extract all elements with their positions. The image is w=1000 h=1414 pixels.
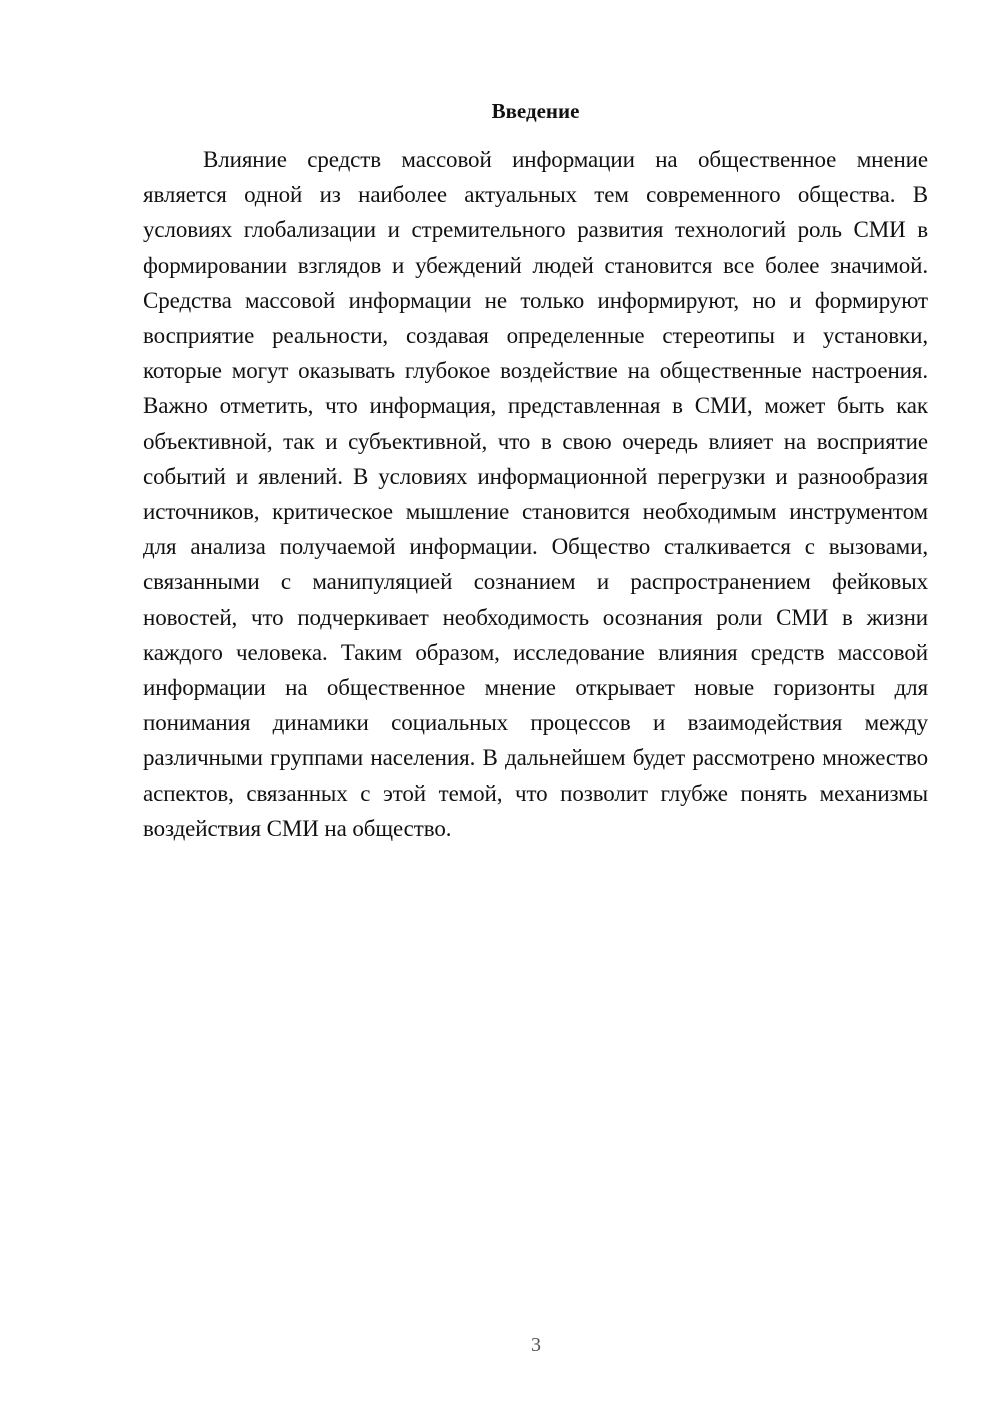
section-heading: Введение [491,99,580,123]
page-number: 3 [531,1334,541,1356]
body-paragraph: Влияние средств массовой информации на общественное мнение является одной из наиболее актуальных тем современного общества. В условиях глобализации и стремительного развития технологий роль СМИ в формировании взглядов и убеждений людей становится все более значимой. Средства массовой информации не только информируют, но и формируют восприятие реальности, создавая определенные стереотипы и установки, которые могут оказывать глубокое воздействие на общественные настроения. Важно отметить, что информация, представленная в СМИ, может быть как объективной, так и субъективной, что в свою очередь влияет на восприятие событий и явлений. В условиях информационной перегрузки и разнообразия источников, критическое мышление становится необходимым инструментом для анализа получаемой информации. Общество сталкивается с вызовами, связанными с манипуляцией сознанием и распространением фейковых новостей, что подчеркивает необходимость осознания роли СМИ в жизни каждого человека. Таким образом, исследование влияния средств массовой информации на общественное мнение открывает новые горизонты для понимания динамики социальных процессов и взаимодействия между различными группами населения. В дальнейшем будет рассмотрено множество аспектов, связанных с этой темой, что позволит глубже понять механизмы воздействия СМИ на общество. [143,147,928,841]
